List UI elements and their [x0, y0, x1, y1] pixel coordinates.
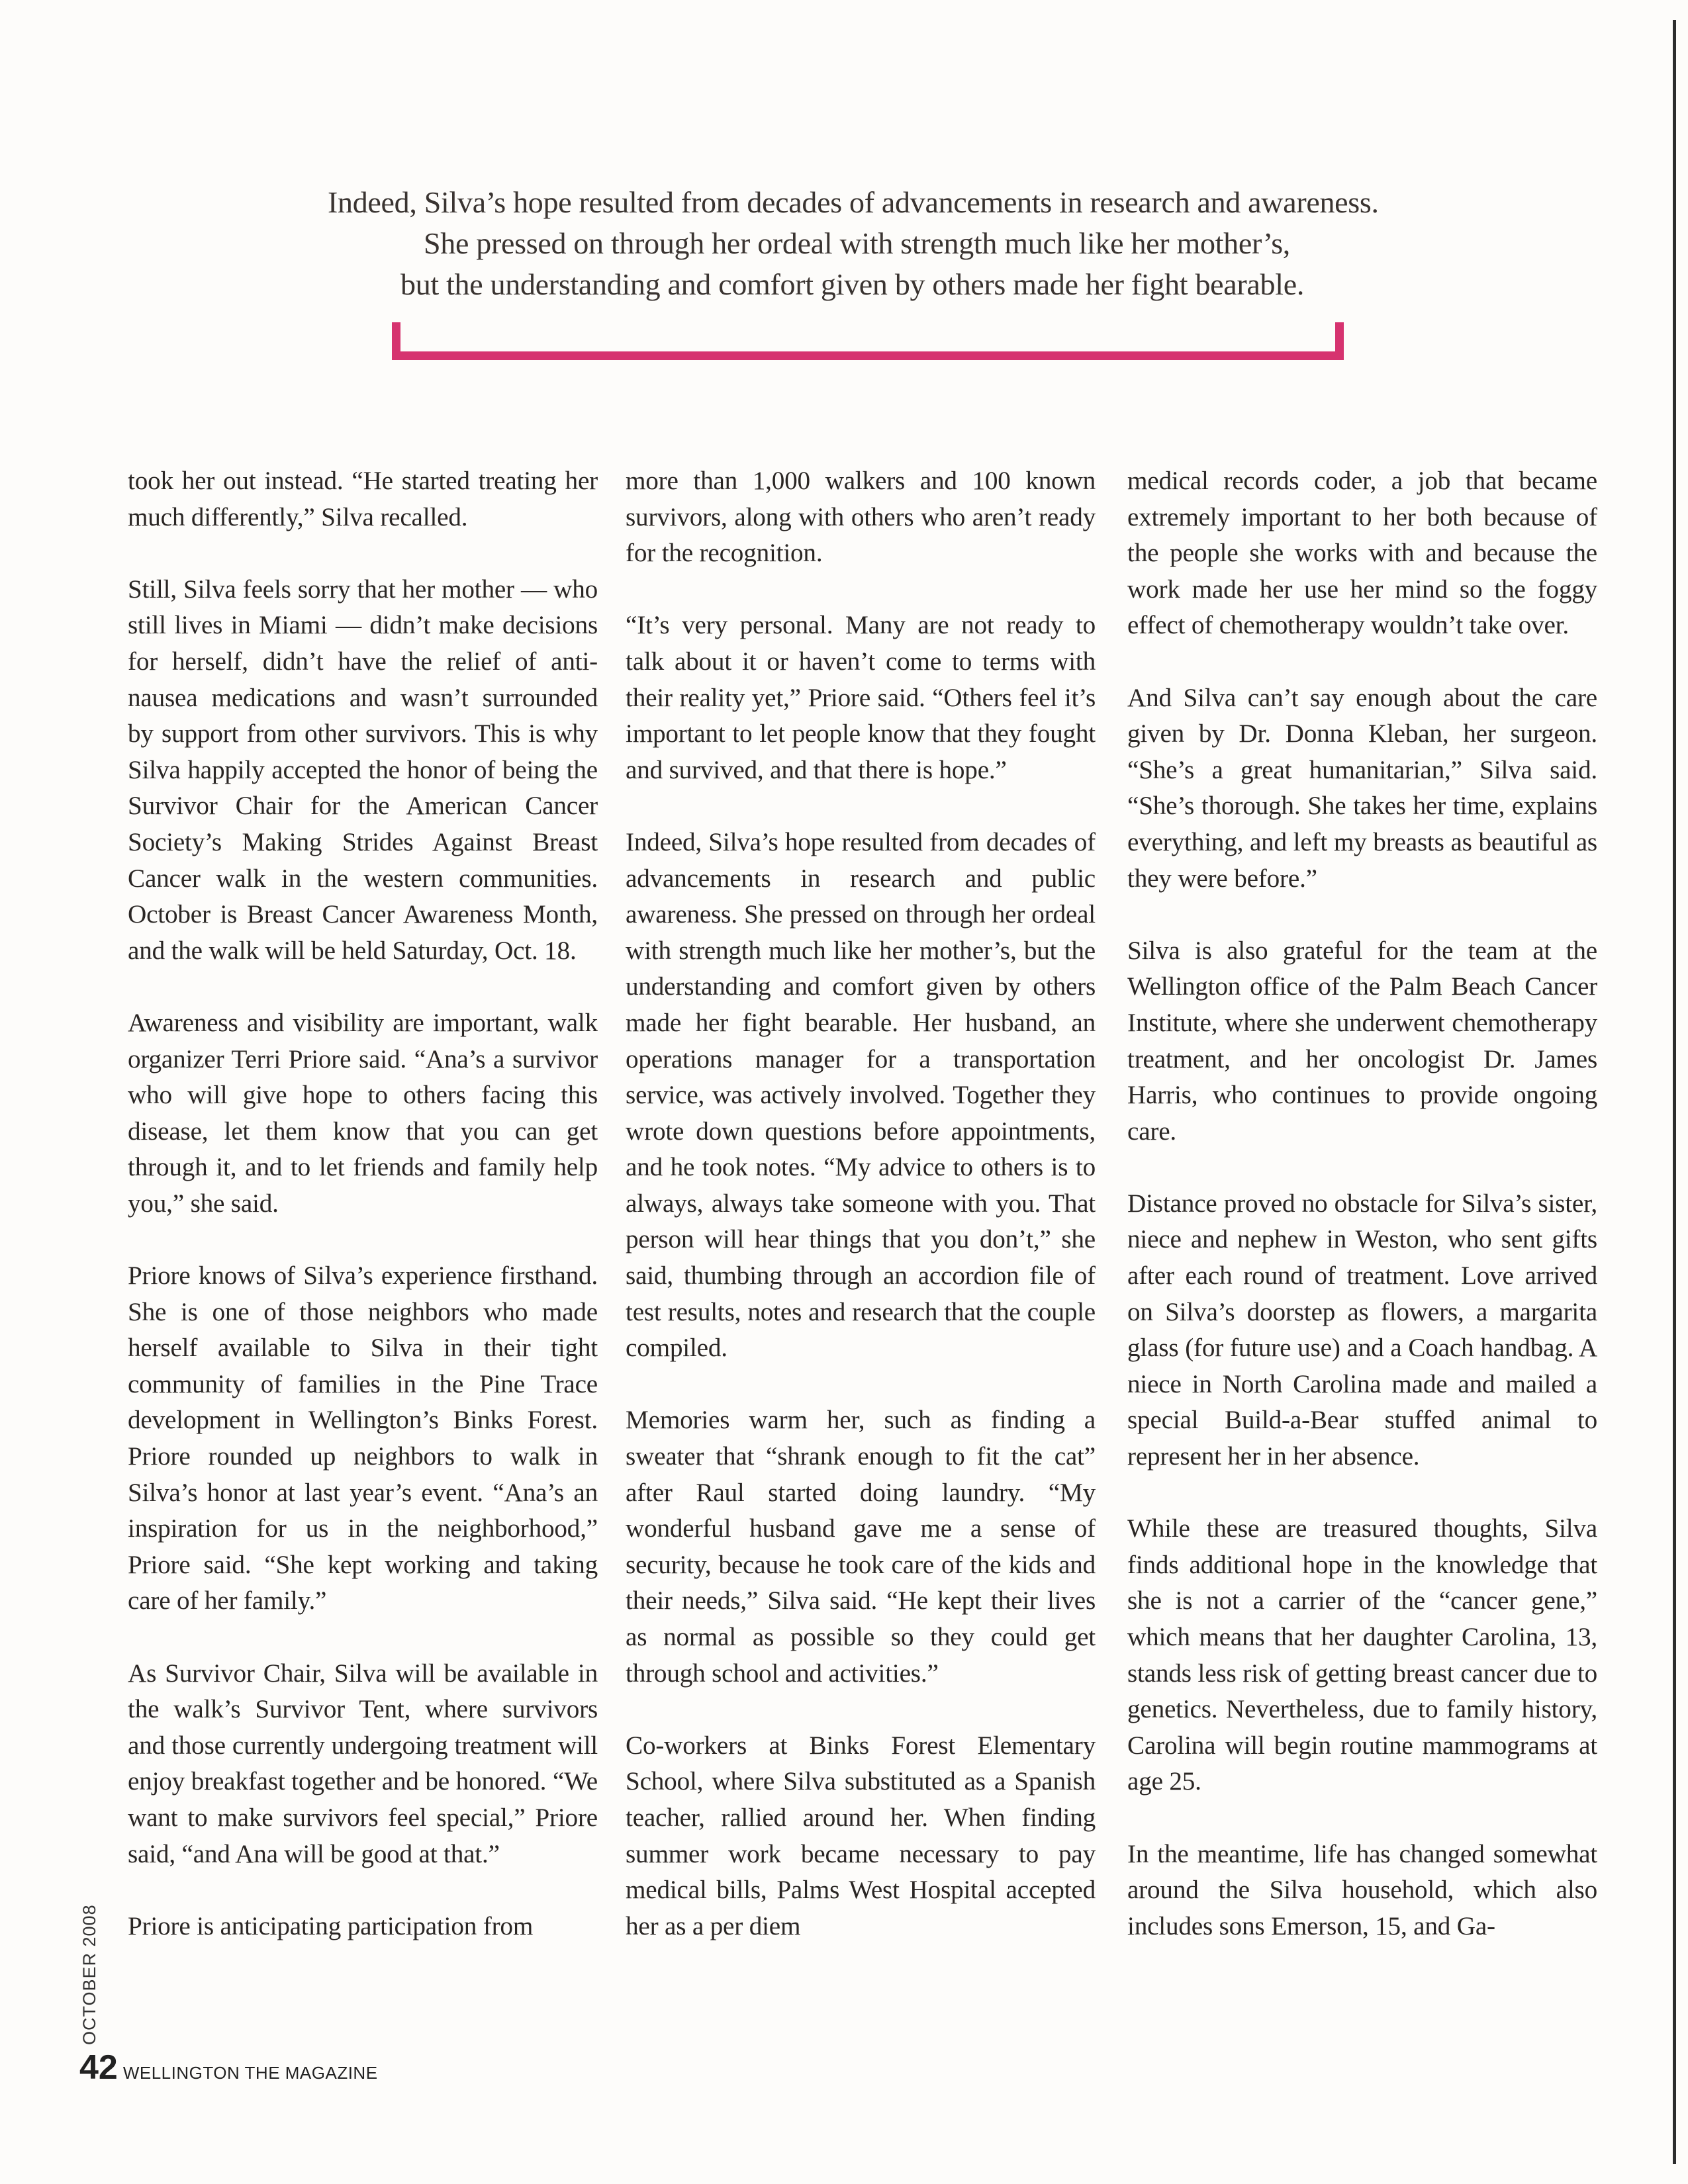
article-column-2	[626, 463, 1096, 2038]
paragraph: As Survivor Chair, Silva will be available in the walk’s Survivor Tent, where survivors and those currently undergoing treatment will enjoy breakfast together and be honored. “We want to make survivors feel special,” Priore said, “and Ana will be good at that.”	[128, 1659, 598, 1868]
paragraph: Indeed, Silva’s hope resulted from decades of advancements in research and public awareness. She pressed on through her ordeal with strength much like her mother’s, but the understanding and comfort given by others made her fight bearable. Her husband, an operations manager for a transportation service, was actively involved. Together they wrote down questions before appointments, and he took notes. “My advice to others is to always, always take someone with you. That person will hear things that you don’t,” she said, thumbing through an accordion file of test results, notes and research that the couple compiled.	[626, 827, 1096, 1363]
paragraph: Memories warm her, such as finding a sweater that “shrank enough to fit the cat” after Raul started doing laundry. “My wonderful husband gave me a sense of security, because he took care of the kids and their needs,” Silva said. “He kept their lives as normal as possible so they could get through school and activities.”	[626, 1406, 1096, 1688]
page-number: 42	[79, 2048, 118, 2087]
paragraph: Distance proved no obstacle for Silva’s sister, niece and nephew in Weston, who sent gifts after each round of treatment. Love arrived on Silva’s doorstep as flowers, a margarita glass (for future use) and a Coach handbag. A niece in North Carolina made and mailed a special Build-a-Bear stuffed animal to represent her in her absence.	[1127, 1189, 1597, 1471]
article-column-1	[128, 463, 598, 2038]
page-footer	[79, 2048, 378, 2087]
issue-date: OCTOBER 2008	[79, 1904, 99, 2045]
paragraph: Co-workers at Binks Forest Elementary School, where Silva substituted as a Spanish teacher, rallied around her. When finding summer work became necessary to pay medical bills, Palms West Hospital accepted her as a per diem	[626, 1731, 1096, 1940]
article-column-3	[1127, 463, 1597, 2038]
paragraph: Still, Silva feels sorry that her mother — who still lives in Miami — didn’t make decisions for herself, didn’t have the relief of anti-nausea medications and wasn’t surrounded by support from other survivors. This is why Silva happily accepted the honor of being the Survivor Chair for the American Cancer Society’s Making Strides Against Breast Cancer walk in the western communities. October is Breast Cancer Awareness Month, and the walk will be held Saturday, Oct. 18.	[128, 574, 598, 965]
pull-quote-bracket	[392, 322, 1344, 360]
paragraph: medical records coder, a job that became extremely important to her both because of the people she works with and because the work made her use her mind so the foggy effect of chemotherapy wouldn’t take over.	[1127, 467, 1597, 640]
paragraph: “It’s very personal. Many are not ready to talk about it or haven’t come to terms with their reality yet,” Priore said. “Others feel it’s important to let people know that they fought and survived, and that there is hope.”	[626, 611, 1096, 784]
paragraph: Awareness and visibility are important, walk organizer Terri Priore said. “Ana’s a survivor who will give hope to others facing this disease, let them know that you can get through it, and to let friends and family help you,” she said.	[128, 1008, 598, 1218]
pull-quote	[132, 182, 1417, 305]
page-edge-rule	[1673, 20, 1676, 2164]
pull-quote-line-1: Indeed, Silva’s hope resulted from decades of advancements in research and awareness.	[328, 185, 1379, 219]
paragraph: more than 1,000 walkers and 100 known survivors, along with others who aren’t ready for the recognition.	[626, 467, 1096, 568]
paragraph: Priore knows of Silva’s experience firsthand. She is one of those neighbors who made herself available to Silva in their tight community of families in the Pine Trace development in Wellington’s Binks Forest. Priore rounded up neighbors to walk in Silva’s honor at last year’s event. “Ana’s an inspiration for us in the neighborhood,” Priore said. “She kept working and taking care of her family.”	[128, 1261, 598, 1615]
pull-quote-line-2: She pressed on through her ordeal with strength much like her mother’s,	[424, 226, 1290, 260]
paragraph: Silva is also grateful for the team at the Wellington office of the Palm Beach Cancer Institute, where she underwent chemotherapy treatment, and her oncologist Dr. James Harris, who continues to provide ongoing care.	[1127, 936, 1597, 1146]
magazine-name: WELLINGTON THE MAGAZINE	[122, 2063, 378, 2083]
paragraph: Priore is anticipating participation from	[128, 1911, 534, 1940]
paragraph: While these are treasured thoughts, Silva finds additional hope in the knowledge that she is not a carrier of the “cancer gene,” which means that her daughter Carolina, 13, stands less risk of getting breast cancer due to genetics. Nevertheless, due to family history, Carolina will begin routine mammograms at age 25.	[1127, 1514, 1597, 1796]
paragraph: In the meantime, life has changed somewhat around the Silva household, which also includes sons Emerson, 15, and Ga-	[1127, 1839, 1597, 1940]
pull-quote-line-3: but the understanding and comfort given by others made her fight bearable.	[400, 267, 1305, 301]
paragraph: took her out instead. “He started treating her much differently,” Silva recalled.	[128, 467, 598, 531]
paragraph: And Silva can’t say enough about the care given by Dr. Donna Kleban, her surgeon. “She’s a great humanitarian,” Silva said. “She’s thorough. She takes her time, explains everything, and left my breasts as beautiful as they were before.”	[1127, 683, 1597, 893]
